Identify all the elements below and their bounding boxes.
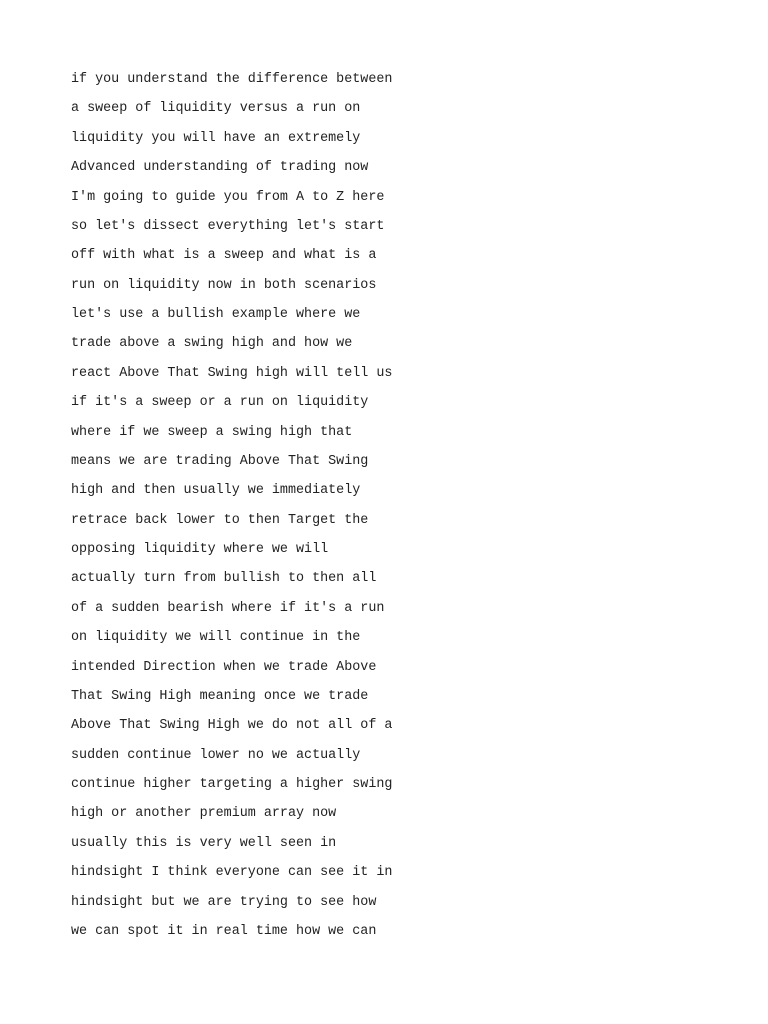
text-line: means we are trading Above That Swing — [71, 453, 369, 469]
text-line: liquidity you will have an extremely — [71, 130, 361, 146]
text-line: sudden continue lower no we actually — [71, 747, 361, 763]
text-line: off with what is a sweep and what is a — [71, 248, 377, 264]
text-line: usually this is very well seen in — [71, 835, 337, 851]
text-line: where if we sweep a swing high that — [71, 424, 353, 440]
text-line: of a sudden bearish where if it's a run — [71, 600, 385, 616]
text-line: if it's a sweep or a run on liquidity — [71, 395, 369, 411]
text-line: I'm going to guide you from A to Z here — [71, 189, 385, 205]
text-line: trade above a swing high and how we — [71, 336, 353, 352]
text-line: intended Direction when we trade Above — [71, 659, 377, 675]
text-line: react Above That Swing high will tell us — [71, 365, 393, 381]
text-line: Above That Swing High we do not all of a — [71, 718, 393, 734]
text-line: high and then usually we immediately — [71, 483, 361, 499]
text-line: high or another premium array now — [71, 806, 337, 822]
text-line: hindsight I think everyone can see it in — [71, 865, 393, 881]
text-line: so let's dissect everything let's start — [71, 218, 385, 234]
text-line: opposing liquidity where we will — [71, 542, 329, 557]
text-line: hindsight but we are trying to see how — [71, 894, 377, 910]
text-line: a sweep of liquidity versus a run on — [71, 101, 361, 117]
text-line: on liquidity we will continue in the — [71, 630, 361, 646]
text-line: if you understand the difference between — [71, 72, 393, 87]
text-line: continue higher targeting a higher swing — [71, 777, 393, 792]
text-line: we can spot it in real time how we can — [71, 923, 377, 939]
text-line: retrace back lower to then Target the — [71, 512, 369, 528]
text-line: run on liquidity now in both scenarios — [71, 277, 377, 293]
text-line: Advanced understanding of trading now — [71, 160, 369, 176]
text-line: That Swing High meaning once we trade — [71, 688, 369, 704]
transcript-text — [71, 70, 731, 951]
text-line: let's use a bullish example where we — [71, 307, 361, 322]
text-line: actually turn from bullish to then all — [71, 571, 377, 587]
